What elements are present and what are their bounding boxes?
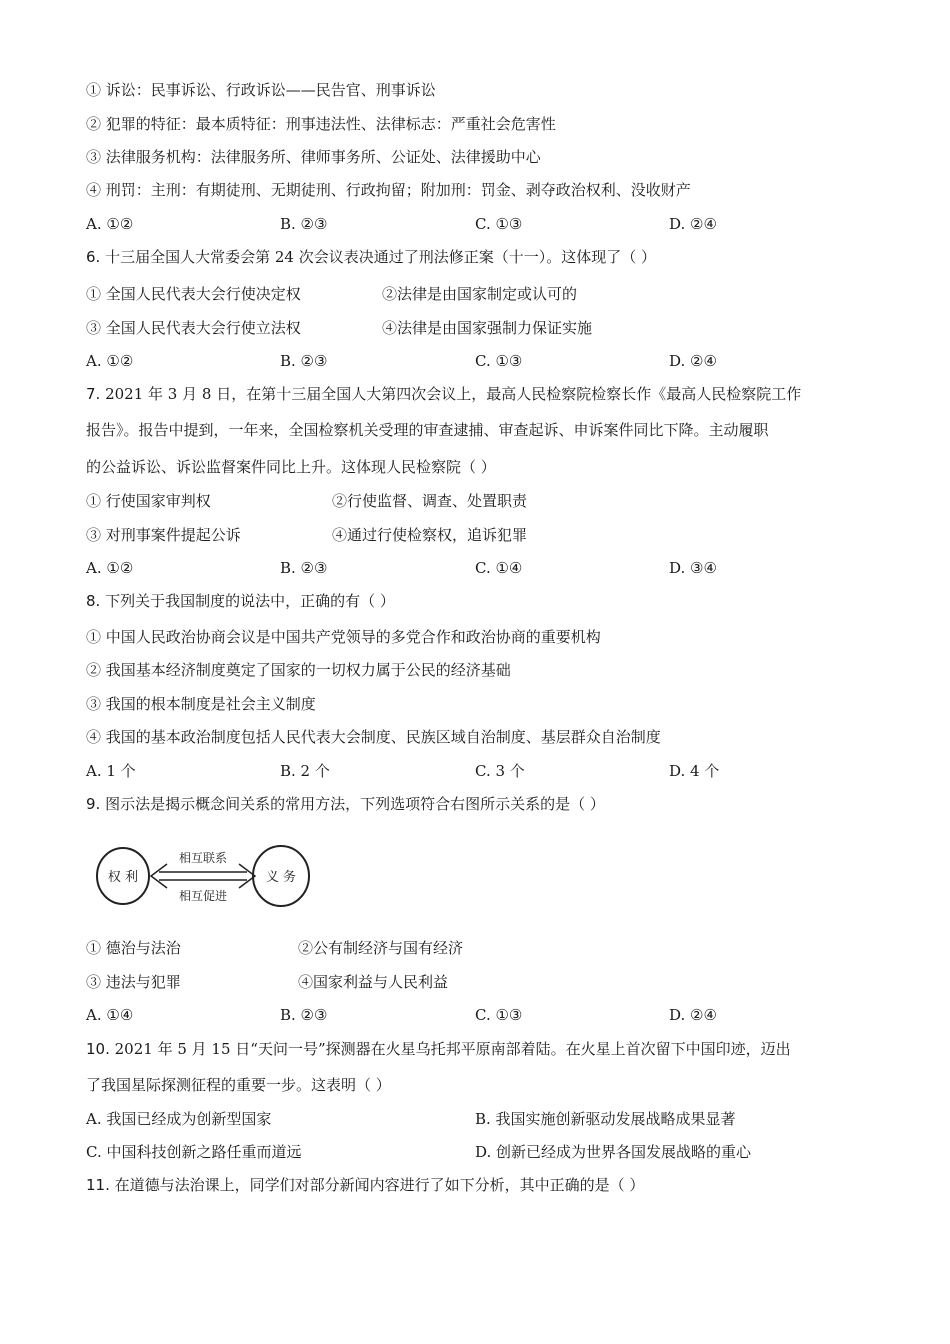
q6-item-3: ③ 全国人民代表大会行使立法权	[86, 319, 301, 337]
q6-option-c: C. ①③	[475, 352, 523, 370]
duties-label: 义 务	[265, 870, 297, 885]
q9-option-c: C. ①③	[475, 1006, 523, 1024]
q5-item-1: ① 诉讼：民事诉讼、行政诉讼——民告官、刑事诉讼	[86, 81, 436, 99]
q9-stem	[86, 794, 605, 814]
q7-stem-line-3: 的公益诉讼、诉讼监督案件同比上升。这体现人民检察院（ ）	[86, 458, 496, 476]
q7-option-b: B. ②③	[280, 559, 328, 577]
q9-stem-text: 图示法是揭示概念间关系的常用方法，下列选项符合右图所示关系的是（ ）	[105, 795, 605, 813]
q7-item-1: ① 行使国家审判权	[86, 492, 211, 510]
q7-stem-line-2: 报告》。报告中提到，一年来，全国检察机关受理的审查逮捕、审查起诉、申诉案件同比下降。主动履职	[86, 421, 769, 439]
q9-item-2: ②公有制经济与国有经济	[298, 939, 464, 957]
q5-option-b: B. ②③	[280, 215, 328, 233]
q8-number: 8.	[86, 592, 101, 610]
q9-option-b: B. ②③	[280, 1006, 328, 1024]
q5-option-a: A. ①②	[86, 215, 134, 233]
q10-stem-line-1	[86, 1039, 791, 1059]
q8-stem	[86, 591, 395, 611]
q5-option-d: D. ②④	[669, 215, 717, 233]
q10-option-b: B. 我国实施创新驱动发展战略成果显著	[475, 1110, 736, 1128]
q6-option-d: D. ②④	[669, 352, 717, 370]
rights-label: 权 利	[107, 870, 139, 885]
q10-option-a: A. 我国已经成为创新型国家	[86, 1110, 272, 1128]
q6-number: 6.	[86, 248, 101, 266]
q10-stem-text-1: 2021 年 5 月 15 日“天问一号”探测器在火星乌托邦平原南部着陆。在火星上首次留下中国印迹，迈出	[114, 1040, 791, 1058]
q7-number: 7.	[86, 385, 101, 403]
q9-item-1: ① 德治与法治	[86, 939, 181, 957]
q5-option-c: C. ①③	[475, 215, 523, 233]
q8-stem-text: 下列关于我国制度的说法中，正确的有（ ）	[105, 592, 395, 610]
q6-stem-text: 十三届全国人大常委会第 24 次会议表决通过了刑法修正案（十一）。这体现了（ ）	[105, 248, 656, 266]
q6-item-1: ① 全国人民代表大会行使决定权	[86, 285, 301, 303]
q6-stem	[86, 247, 656, 267]
q8-option-b: B. 2 个	[280, 762, 330, 780]
q5-item-4: ④ 刑罚：主刑：有期徒刑、无期徒刑、行政拘留；附加刑：罚金、剥夺政治权利、没收财产	[86, 181, 691, 199]
q7-stem-text-1: 2021 年 3 月 8 日，在第十三届全国人大第四次会议上，最高人民检察院检察长作《最高人民检察院工作	[105, 385, 802, 403]
q6-option-b: B. ②③	[280, 352, 328, 370]
q8-item-4: ④ 我国的基本政治制度包括人民代表大会制度、民族区域自治制度、基层群众自治制度	[86, 728, 661, 746]
q8-item-2: ② 我国基本经济制度奠定了国家的一切权力属于公民的经济基础	[86, 661, 511, 679]
q7-item-3: ③ 对刑事案件提起公诉	[86, 526, 241, 544]
q11-stem	[86, 1175, 644, 1195]
rights-duties-diagram	[95, 840, 315, 912]
q8-option-a: A. 1 个	[86, 762, 136, 780]
double-arrow-icon	[151, 864, 255, 888]
q11-stem-text: 在道德与法治课上，同学们对部分新闻内容进行了如下分析，其中正确的是（ ）	[114, 1176, 645, 1194]
q5-item-2: ② 犯罪的特征：最本质特征：刑事违法性、法律标志：严重社会危害性	[86, 115, 556, 133]
q7-option-c: C. ①④	[475, 559, 523, 577]
q7-stem-line-1	[86, 384, 801, 404]
q9-number: 9.	[86, 795, 101, 813]
q8-option-d: D. 4 个	[669, 762, 720, 780]
q8-item-1: ① 中国人民政治协商会议是中国共产党领导的多党合作和政治协商的重要机构	[86, 628, 601, 646]
mutual-connection-label: 相互联系	[178, 851, 228, 865]
q7-item-4: ④通过行使检察权，追诉犯罪	[332, 526, 528, 544]
q7-option-a: A. ①②	[86, 559, 134, 577]
q9-item-3: ③ 违法与犯罪	[86, 973, 181, 991]
q9-option-d: D. ②④	[669, 1006, 717, 1024]
q6-option-a: A. ①②	[86, 352, 134, 370]
q7-option-d: D. ③④	[669, 559, 717, 577]
q9-option-a: A. ①④	[86, 1006, 134, 1024]
q10-option-c: C. 中国科技创新之路任重而道远	[86, 1143, 302, 1161]
q10-stem-line-2: 了我国星际探测征程的重要一步。这表明（ ）	[86, 1076, 391, 1094]
q5-item-3: ③ 法律服务机构：法律服务所、律师事务所、公证处、法律援助中心	[86, 148, 541, 166]
q10-option-d: D. 创新已经成为世界各国发展战略的重心	[475, 1143, 752, 1161]
q9-item-4: ④国家利益与人民利益	[298, 973, 449, 991]
q8-item-3: ③ 我国的根本制度是社会主义制度	[86, 695, 316, 713]
q7-item-2: ②行使监督、调查、处置职责	[332, 492, 528, 510]
q6-item-4: ④法律是由国家强制力保证实施	[382, 319, 593, 337]
q11-number: 11.	[86, 1176, 110, 1194]
q8-option-c: C. 3 个	[475, 762, 525, 780]
q6-item-2: ②法律是由国家制定或认可的	[382, 285, 578, 303]
mutual-promotion-label: 相互促进	[178, 889, 228, 903]
q10-number: 10.	[86, 1040, 110, 1058]
